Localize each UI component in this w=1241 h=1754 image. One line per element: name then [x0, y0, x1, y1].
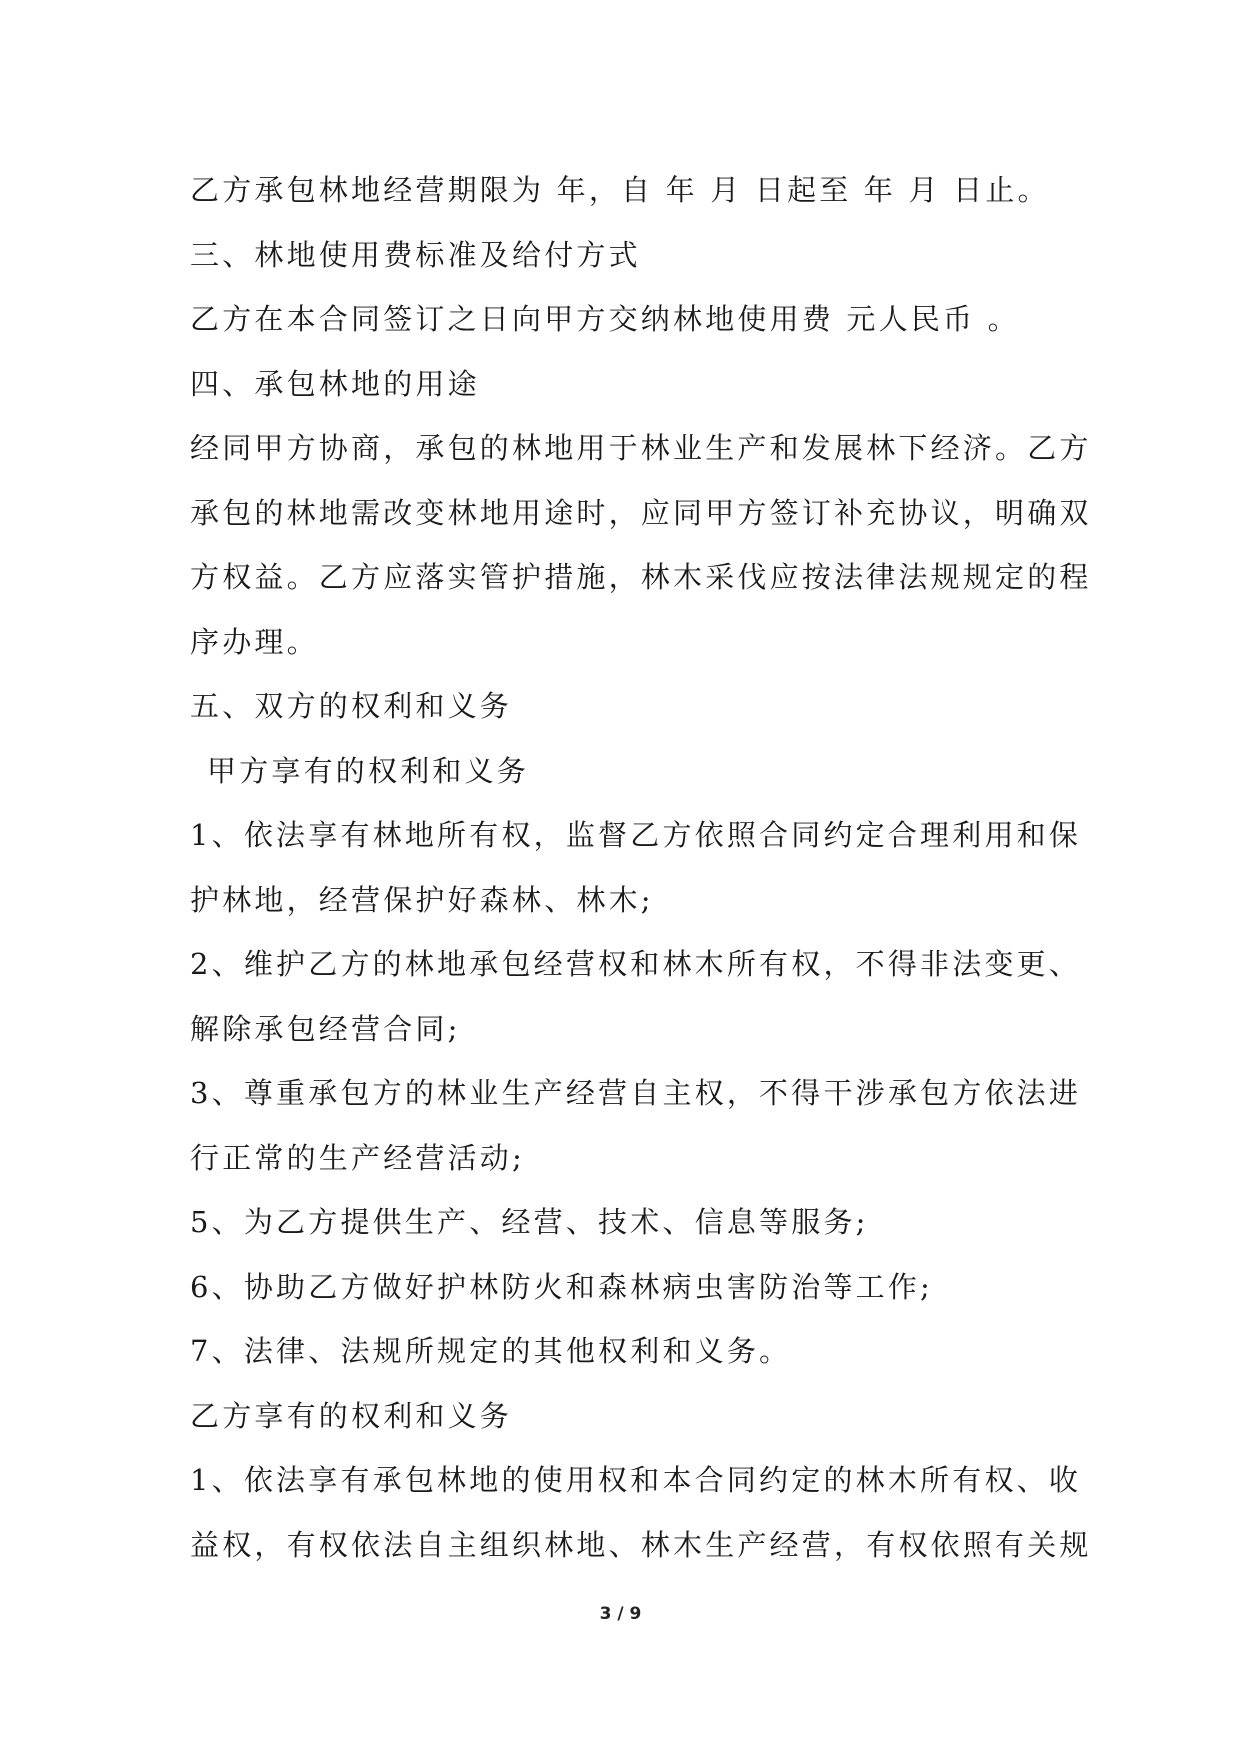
- text-line: 护林地，经营保护好森林、林木;: [190, 882, 654, 917]
- text-line: 行正常的生产经营活动;: [190, 1140, 525, 1175]
- list-item: 2、维护乙方的林地承包经营权和林木所有权，不得非法变更、: [190, 947, 1082, 981]
- list-item: 1、依法享有林地所有权，监督乙方依照合同约定合理利用和保: [190, 818, 1082, 852]
- section-heading: 四、承包林地的用途: [190, 366, 480, 401]
- text-line: 序办理。: [190, 624, 319, 659]
- text-line: 乙方在本合同签订之日向甲方交纳林地使用费 元人民币 。: [190, 302, 1020, 336]
- list-item: 1、依法享有承包林地的使用权和本合同约定的林木所有权、收: [190, 1463, 1082, 1497]
- text-line: 乙方承包林地经营期限为 年，自 年 月 日起至 年 月 日止。: [190, 173, 1050, 207]
- list-item: 6、协助乙方做好护林防火和森林病虫害防治等工作;: [190, 1269, 934, 1304]
- text-line: 益权，有权依法自主组织林地、林木生产经营，有权依照有关规: [190, 1527, 1092, 1562]
- subsection-heading: 甲方享有的权利和义务: [207, 753, 530, 788]
- contract-body: [190, 158, 1092, 1577]
- section-heading: 三、林地使用费标准及给付方式: [190, 237, 641, 272]
- list-item: 7、法律、法规所规定的其他权利和义务。: [190, 1334, 792, 1368]
- text-line: 经同甲方协商，承包的林地用于林业生产和发展林下经济。乙方: [190, 431, 1092, 465]
- text-line: 方权益。乙方应落实管护措施，林木采伐应按法律法规规定的程: [190, 560, 1092, 594]
- text-line: 解除承包经营合同;: [190, 1011, 461, 1046]
- section-heading: 五、双方的权利和义务: [190, 689, 513, 723]
- list-item: 3、尊重承包方的林业生产经营自主权，不得干涉承包方依法进: [190, 1076, 1082, 1110]
- list-item: 5、为乙方提供生产、经营、技术、信息等服务;: [190, 1205, 869, 1239]
- subsection-heading: 乙方享有的权利和义务: [190, 1398, 513, 1433]
- text-line: 承包的林地需改变林地用途时，应同甲方签订补充协议，明确双: [190, 495, 1092, 530]
- page-number: 3 / 9: [599, 1604, 642, 1624]
